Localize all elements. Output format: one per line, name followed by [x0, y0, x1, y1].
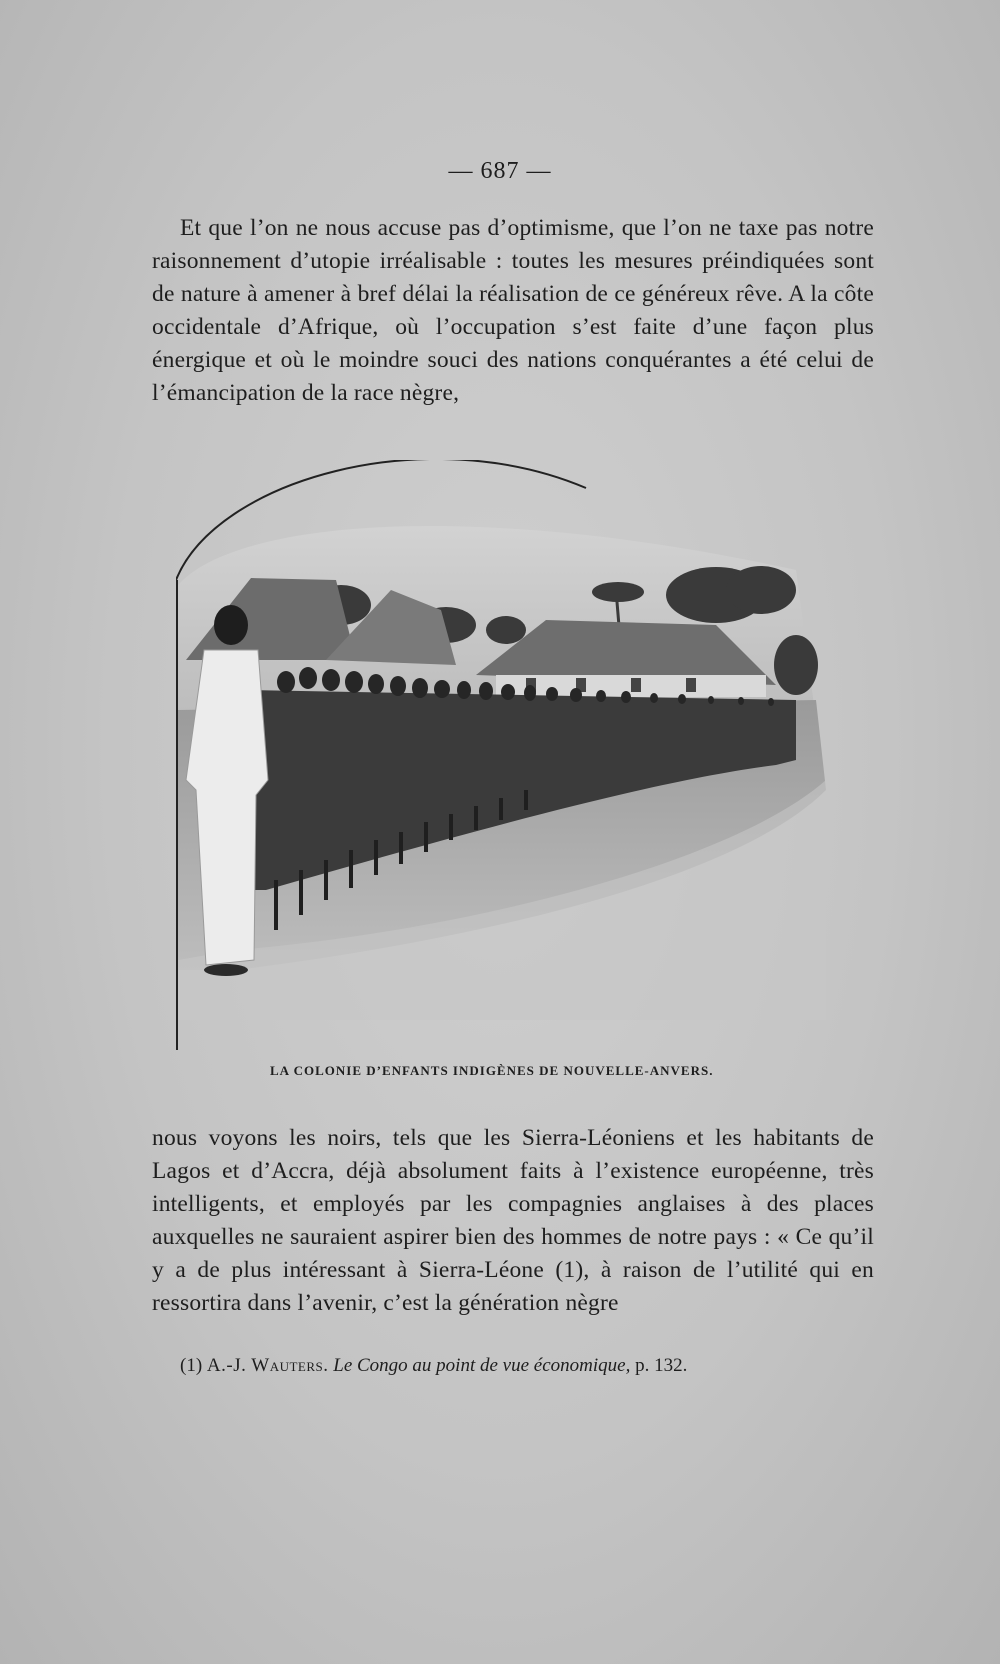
- paragraph-2: nous voyons les noirs, tels que les Sierra-Léoniens et les habitants de Lagos et d’Accra, déjà absolument faits à l’existence européenne, très intelligents, et employés par les compagnies anglaises à des places auxquelles ne sauraient aspirer bien des hommes de notre pays : « Ce qu’il y a de plus intéressant à Sierra-Léone (1), à raison de l’utilité qui en ressortira dans l’avenir, c’est la génération nègre: [152, 1125, 874, 1316]
- figure-caption: LA COLONIE D’ENFANTS INDIGÈNES DE NOUVELLE-ANVERS.: [270, 1063, 714, 1078]
- page-number: — 687 —: [448, 158, 552, 184]
- photograph-figure: [176, 460, 876, 1060]
- footnote-marker: (1): [180, 1355, 203, 1376]
- footnote-author: A.-J. Wauters.: [206, 1355, 329, 1376]
- paragraph-1: Et que l’on ne nous accuse pas d’optimisme, que l’on ne taxe pas notre raisonnement d’utopie irréalisable : toutes les mesures préindiquées sont de nature à amener à bref délai la réalisation de ce généreux rêve. A la côte occidentale d’Afrique, où l’occupation s’est faite d’une façon plus énergique et où le moindre souci des nations conquérantes a été celui de l’émancipation de la race nègre,: [152, 215, 874, 406]
- footnote-page: p. 132.: [635, 1355, 688, 1376]
- footnote-title: Le Congo au point de vue économique,: [333, 1355, 631, 1376]
- footnote: [180, 1355, 880, 1377]
- photograph: [176, 460, 876, 1060]
